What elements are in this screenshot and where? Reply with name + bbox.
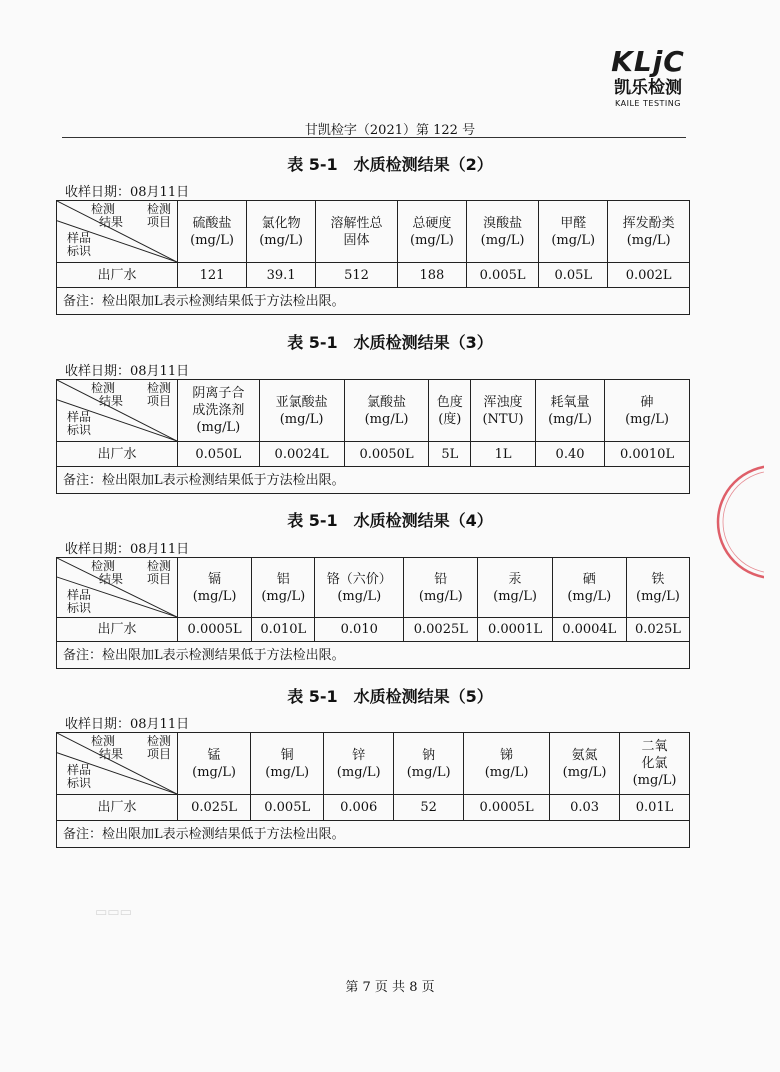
column-header-line: (mg/L) — [259, 232, 304, 248]
column-header-line: 汞 — [508, 571, 522, 587]
column-header — [397, 201, 466, 263]
table-note-row — [57, 288, 690, 315]
column-header-line: 亚氯酸盐 — [275, 394, 328, 410]
value-cell: 0.002L — [608, 263, 690, 288]
page-footer: 第 7 页 共 8 页 — [345, 980, 435, 995]
sample-date: 收样日期：08月11日 — [65, 185, 190, 200]
column-header-line: 固体 — [343, 232, 370, 248]
table-note: 备注：检出限加L表示检测结果低于方法检出限。 — [57, 467, 690, 494]
diag-label-sample-1: 样品 — [67, 231, 92, 245]
diag-label-item-1: 检测 — [147, 381, 172, 395]
column-header-line: (mg/L) — [337, 588, 382, 604]
column-header-line: 色度 — [436, 394, 463, 410]
column-header-line: (mg/L) — [632, 773, 677, 788]
results-table — [56, 379, 690, 494]
column-header-line: (mg/L) — [364, 411, 409, 427]
column-header-line: 铝 — [276, 571, 290, 587]
column-header — [620, 733, 690, 795]
value-cell: 0.010 — [315, 618, 404, 642]
column-header — [315, 558, 404, 618]
column-header — [404, 558, 478, 618]
column-header-line: (mg/L) — [493, 588, 537, 604]
sample-date: 收样日期：08月11日 — [65, 717, 190, 732]
table-title: 表 5-1 水质检测结果（5） — [287, 687, 493, 706]
column-header-line: (mg/L) — [626, 232, 671, 248]
sample-name-cell: 出厂水 — [57, 263, 178, 288]
company-logo — [598, 45, 698, 108]
header-divider — [62, 137, 686, 138]
table-title: 表 5-1 水质检测结果（3） — [287, 333, 493, 352]
column-header — [252, 558, 315, 618]
column-header — [394, 733, 464, 795]
diag-label-item-1: 检测 — [147, 559, 172, 573]
column-header-line: (mg/L) — [279, 411, 324, 427]
column-header-line: (mg/L) — [410, 232, 454, 248]
value-cell: 0.005L — [466, 263, 538, 288]
table-note: 备注：检出限加L表示检测结果低于方法检出限。 — [57, 642, 690, 669]
column-header-line: (mg/L) — [336, 764, 381, 780]
sample-date: 收样日期：08月11日 — [65, 364, 190, 379]
column-header-line: 铁 — [651, 571, 665, 587]
table-row — [57, 263, 690, 288]
value-cell: 39.1 — [247, 263, 316, 288]
column-header-line: 甲醛 — [560, 215, 587, 231]
value-cell: 121 — [178, 263, 247, 288]
results-table — [56, 732, 690, 848]
column-header-line: (mg/L) — [406, 764, 451, 780]
value-cell: 0.0005L — [464, 795, 550, 821]
column-header — [247, 201, 316, 263]
value-cell: 0.010L — [252, 618, 315, 642]
column-header-line: 耗氧量 — [550, 394, 590, 410]
value-cell: 0.03 — [550, 795, 620, 821]
column-header-line: 铜 — [280, 747, 294, 763]
column-header-line: 钠 — [422, 747, 436, 763]
column-header — [552, 558, 626, 618]
diag-label-item-2: 项目 — [147, 572, 172, 586]
table-header-row — [57, 733, 690, 795]
column-header-line: 铬（六价） — [326, 571, 392, 587]
column-header-line: 氨氮 — [571, 747, 598, 763]
column-header-line: 总硬度 — [412, 215, 452, 231]
diag-label-sample-2: 标识 — [67, 423, 92, 437]
column-header — [316, 201, 398, 263]
column-header — [251, 733, 324, 795]
table-note: 备注：检出限加L表示检测结果低于方法检出限。 — [57, 821, 690, 848]
value-cell: 0.0050L — [344, 442, 429, 467]
sample-name-cell: 出厂水 — [57, 618, 178, 642]
diag-label-sample-2: 标识 — [67, 601, 92, 615]
column-header-line: (NTU) — [482, 411, 524, 427]
value-cell: 0.40 — [536, 442, 605, 467]
column-header-line: 铅 — [434, 571, 448, 587]
column-header-line: (mg/L) — [261, 588, 306, 604]
column-header-line: 镉 — [208, 571, 222, 587]
table-note: 备注：检出限加L表示检测结果低于方法检出限。 — [57, 288, 690, 315]
value-cell: 52 — [394, 795, 464, 821]
diag-label-item-2: 项目 — [147, 215, 172, 229]
column-header — [536, 380, 605, 442]
column-header-line: (mg/L) — [265, 764, 310, 780]
column-header-line: 锑 — [500, 747, 514, 763]
value-cell: 512 — [316, 263, 398, 288]
logo-english-name: KAILE TESTING — [615, 99, 681, 108]
diag-label-sample-2: 标识 — [67, 776, 92, 790]
column-header-line: (mg/L) — [192, 764, 236, 780]
diag-label-result: 结果 — [99, 215, 124, 229]
column-header-line: (度) — [438, 411, 462, 427]
column-header-line: (mg/L) — [548, 411, 592, 427]
table-row — [57, 442, 690, 467]
column-header-line: 二氧 — [641, 739, 668, 754]
diag-label-item-2: 项目 — [147, 747, 172, 761]
table-row — [57, 795, 690, 821]
column-header — [608, 201, 690, 263]
column-header — [178, 380, 260, 442]
column-header-line: (mg/L) — [418, 588, 463, 604]
table-header-row — [57, 380, 690, 442]
column-header-line: (mg/L) — [480, 232, 525, 248]
value-cell: 0.025L — [178, 795, 251, 821]
column-header-line: 氯化物 — [261, 215, 301, 231]
column-header — [539, 201, 608, 263]
column-header-line: 成洗涤剂 — [192, 403, 245, 418]
column-header-line: (mg/L) — [562, 764, 607, 780]
table-title: 表 5-1 水质检测结果（2） — [287, 155, 493, 174]
column-header-line: 阴离子合 — [192, 386, 245, 401]
diag-label-test: 检测 — [91, 734, 116, 748]
diag-label-item-2: 项目 — [147, 394, 172, 408]
diagonal-header-cell — [57, 558, 178, 618]
column-header-line: 浑浊度 — [483, 394, 523, 410]
signature-area-faint: ▭▭▭ — [95, 905, 132, 920]
column-header-line: (mg/L) — [567, 588, 612, 604]
column-header-line: 锌 — [352, 747, 366, 763]
value-cell: 0.005L — [251, 795, 324, 821]
column-header-line: 溶解性总 — [330, 215, 383, 231]
column-header-line: (mg/L) — [636, 588, 680, 604]
column-header — [178, 733, 251, 795]
column-header-line: (mg/L) — [484, 764, 529, 780]
column-header — [626, 558, 689, 618]
diag-label-item-1: 检测 — [147, 202, 172, 216]
column-header — [429, 380, 471, 442]
column-header — [178, 201, 247, 263]
value-cell: 0.05L — [539, 263, 608, 288]
column-header-line: (mg/L) — [625, 411, 669, 427]
diag-label-result: 结果 — [99, 572, 124, 586]
diag-label-test: 检测 — [91, 381, 116, 395]
column-header-line: 锰 — [207, 747, 221, 763]
column-header — [471, 380, 536, 442]
value-cell: 188 — [397, 263, 466, 288]
column-header — [550, 733, 620, 795]
column-header-line: 硫酸盐 — [192, 215, 232, 231]
column-header-line: (mg/L) — [551, 232, 596, 248]
diag-label-test: 检测 — [91, 202, 116, 216]
column-header — [478, 558, 552, 618]
value-cell: 0.01L — [620, 795, 690, 821]
column-header-line: 溴酸盐 — [483, 215, 523, 231]
diag-label-result: 结果 — [99, 747, 124, 761]
diag-label-item-1: 检测 — [147, 734, 172, 748]
document-number: 甘凯检字（2021）第 122 号 — [304, 123, 476, 138]
table-note-row — [57, 467, 690, 494]
column-header — [259, 380, 344, 442]
column-header-line: 氯酸盐 — [367, 394, 407, 410]
column-header-line: 砷 — [640, 394, 654, 410]
diag-label-sample-1: 样品 — [67, 588, 92, 602]
column-header — [605, 380, 690, 442]
diagonal-header-cell — [57, 380, 178, 442]
logo-chinese-name: 凯乐检测 — [614, 78, 682, 98]
column-header — [324, 733, 394, 795]
diagonal-header-cell — [57, 733, 178, 795]
value-cell: 0.050L — [178, 442, 260, 467]
column-header-line: 化氯 — [641, 756, 668, 771]
column-header — [344, 380, 429, 442]
column-header — [178, 558, 252, 618]
value-cell: 0.0005L — [178, 618, 252, 642]
diagonal-header-cell — [57, 201, 178, 263]
value-cell: 0.0024L — [259, 442, 344, 467]
value-cell: 0.025L — [626, 618, 689, 642]
column-header-line: 硒 — [582, 571, 596, 587]
value-cell: 0.006 — [324, 795, 394, 821]
sample-name-cell: 出厂水 — [57, 442, 178, 467]
column-header-line: (mg/L) — [190, 232, 234, 248]
diag-label-sample-1: 样品 — [67, 763, 92, 777]
column-header-line: (mg/L) — [192, 588, 237, 604]
table-title: 表 5-1 水质检测结果（4） — [287, 511, 493, 530]
value-cell: 0.0001L — [478, 618, 552, 642]
diag-label-test: 检测 — [91, 559, 116, 573]
diag-label-result: 结果 — [99, 394, 124, 408]
value-cell: 1L — [471, 442, 536, 467]
value-cell: 5L — [429, 442, 471, 467]
sample-name-cell: 出厂水 — [57, 795, 178, 821]
sample-date: 收样日期：08月11日 — [65, 542, 190, 557]
column-header — [464, 733, 550, 795]
column-header — [466, 201, 538, 263]
column-header-line: (mg/L) — [196, 420, 241, 435]
table-header-row — [57, 558, 690, 618]
value-cell: 0.0010L — [605, 442, 690, 467]
logo-mark: KLjC — [611, 45, 685, 78]
results-table — [56, 200, 690, 315]
table-header-row — [57, 201, 690, 263]
results-table — [56, 557, 690, 669]
value-cell: 0.0004L — [552, 618, 626, 642]
value-cell: 0.0025L — [404, 618, 478, 642]
table-note-row — [57, 642, 690, 669]
column-header-line: 挥发酚类 — [622, 215, 675, 231]
table-row — [57, 618, 690, 642]
diag-label-sample-2: 标识 — [67, 244, 92, 258]
diag-label-sample-1: 样品 — [67, 410, 92, 424]
table-note-row — [57, 821, 690, 848]
